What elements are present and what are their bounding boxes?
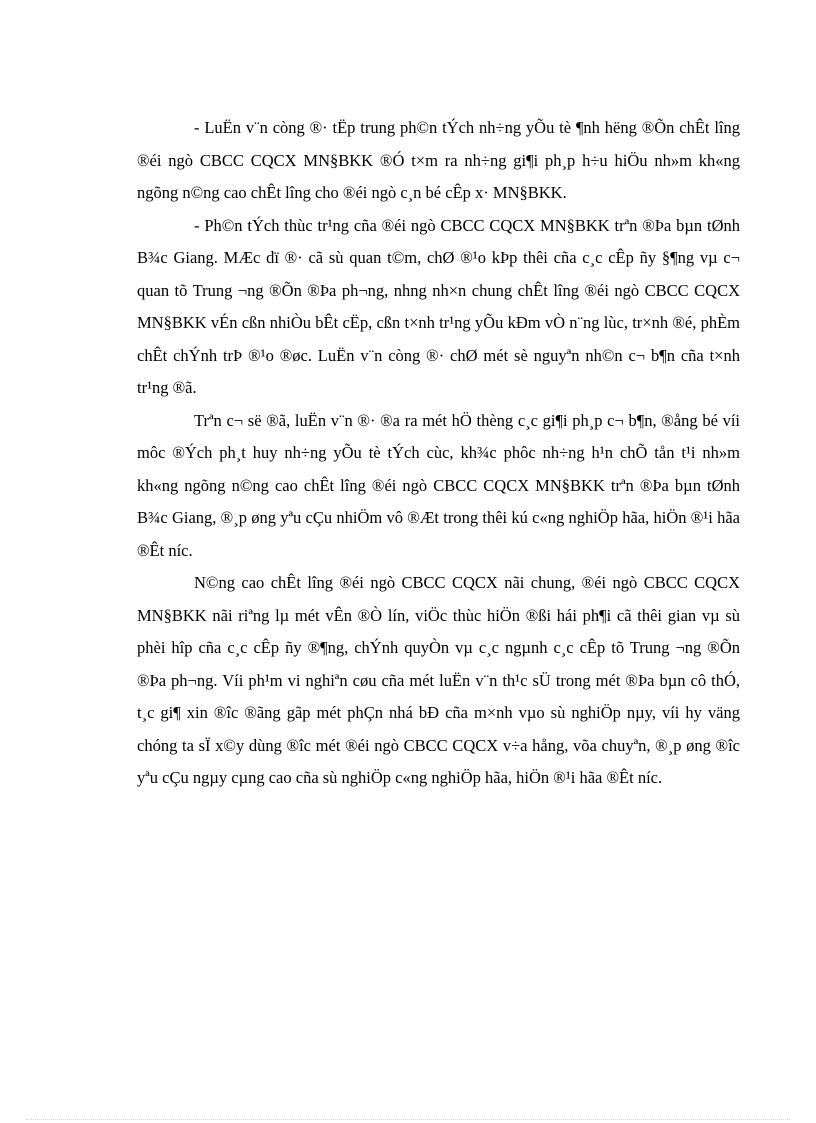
- body-text: [137, 112, 740, 795]
- paragraph-4: N©ng cao chÊt lîng ®éi ngò CBCC CQCX nãi chung, ®éi ngò CBCC CQCX MN§BKK nãi riªng lµ mét vÊn ®Ò lín, viÖc thùc hiÖn ®ßi hái ph¶i cã thêi gian vµ sù phèi hîp cña c¸c cÊp ñy ®¶ng, chÝnh quyÒn vµ c¸c ngµnh c¸c cÊp tõ Trung ¬ng ®Õn ®Þa ph¬ng. Víi ph¹m vi nghiªn cøu cña mét luËn v¨n th¹c sÜ trong mét ®Þa bµn cô thÓ, t¸c gi¶ xin ®îc ®ãng gãp mét phÇn nhá bÐ cña m×nh vµo sù nghiÖp nµy, víi hy väng chóng ta sÏ x©y dùng ®îc mét ®éi ngò CBCC CQCX v÷a hång, võa chuyªn, ®¸p øng ®îc yªu cÇu ngµy cµng cao cña sù nghiÖp c«ng nghiÖp hãa, hiÖn ®¹i hãa ®Êt níc.: [137, 573, 740, 787]
- page-bottom-divider: [26, 1119, 790, 1120]
- paragraph-3: Trªn c¬ së ®ã, luËn v¨n ®· ®a ra mét hÖ thèng c¸c gi¶i ph¸p c¬ b¶n, ®ång bé víi môc ®Ých ph¸t huy nh÷ng yÕu tè tÝch cùc, kh¾c phôc nh÷ng h¹n chÕ tån t¹i nh»m kh«ng ngõng n©ng cao chÊt lîng ®éi ngò CBCC CQCX MN§BKK trªn ®Þa bµn tØnh B¾c Giang, ®¸p øng yªu cÇu nhiÖm vô ®Æt trong thêi kú c«ng nghiÖp hãa, hiÖn ®¹i hãa ®Êt níc.: [137, 410, 740, 560]
- paragraph-2: - Ph©n tÝch thùc tr¹ng cña ®éi ngò CBCC CQCX MN§BKK trªn ®Þa bµn tØnh B¾c Giang. MÆc dï ®· cã sù quan t©m, chØ ®¹o kÞp thêi cña c¸c cÊp ñy §¶ng vµ c¬ quan tõ Trung ¬ng ®Õn ®Þa ph¬ng, nhng nh×n chung chÊt lîng ®éi ngò CBCC CQCX MN§BKK vÉn cßn nhiÒu bÊt cËp, cßn t×nh tr¹ng yÕu kÐm vÒ n¨ng lùc, tr×nh ®é, phÈm chÊt chÝnh trÞ ®¹o ®øc. LuËn v¨n còng ®· chØ mét sè nguyªn nh©n c¬ b¶n cña t×nh tr¹ng ®ã.: [137, 215, 740, 397]
- paragraph-1: - LuËn v¨n còng ®· tËp trung ph©n tÝch nh÷ng yÕu tè ¶nh hëng ®Õn chÊt lîng ®éi ngò CBCC CQCX MN§BKK ®Ó t×m ra nh÷ng gi¶i ph¸p h÷u hiÖu nh»m kh«ng ngõng n©ng cao chÊt lîng cho ®éi ngò c¸n bé cÊp x· MN§BKK.: [137, 118, 740, 202]
